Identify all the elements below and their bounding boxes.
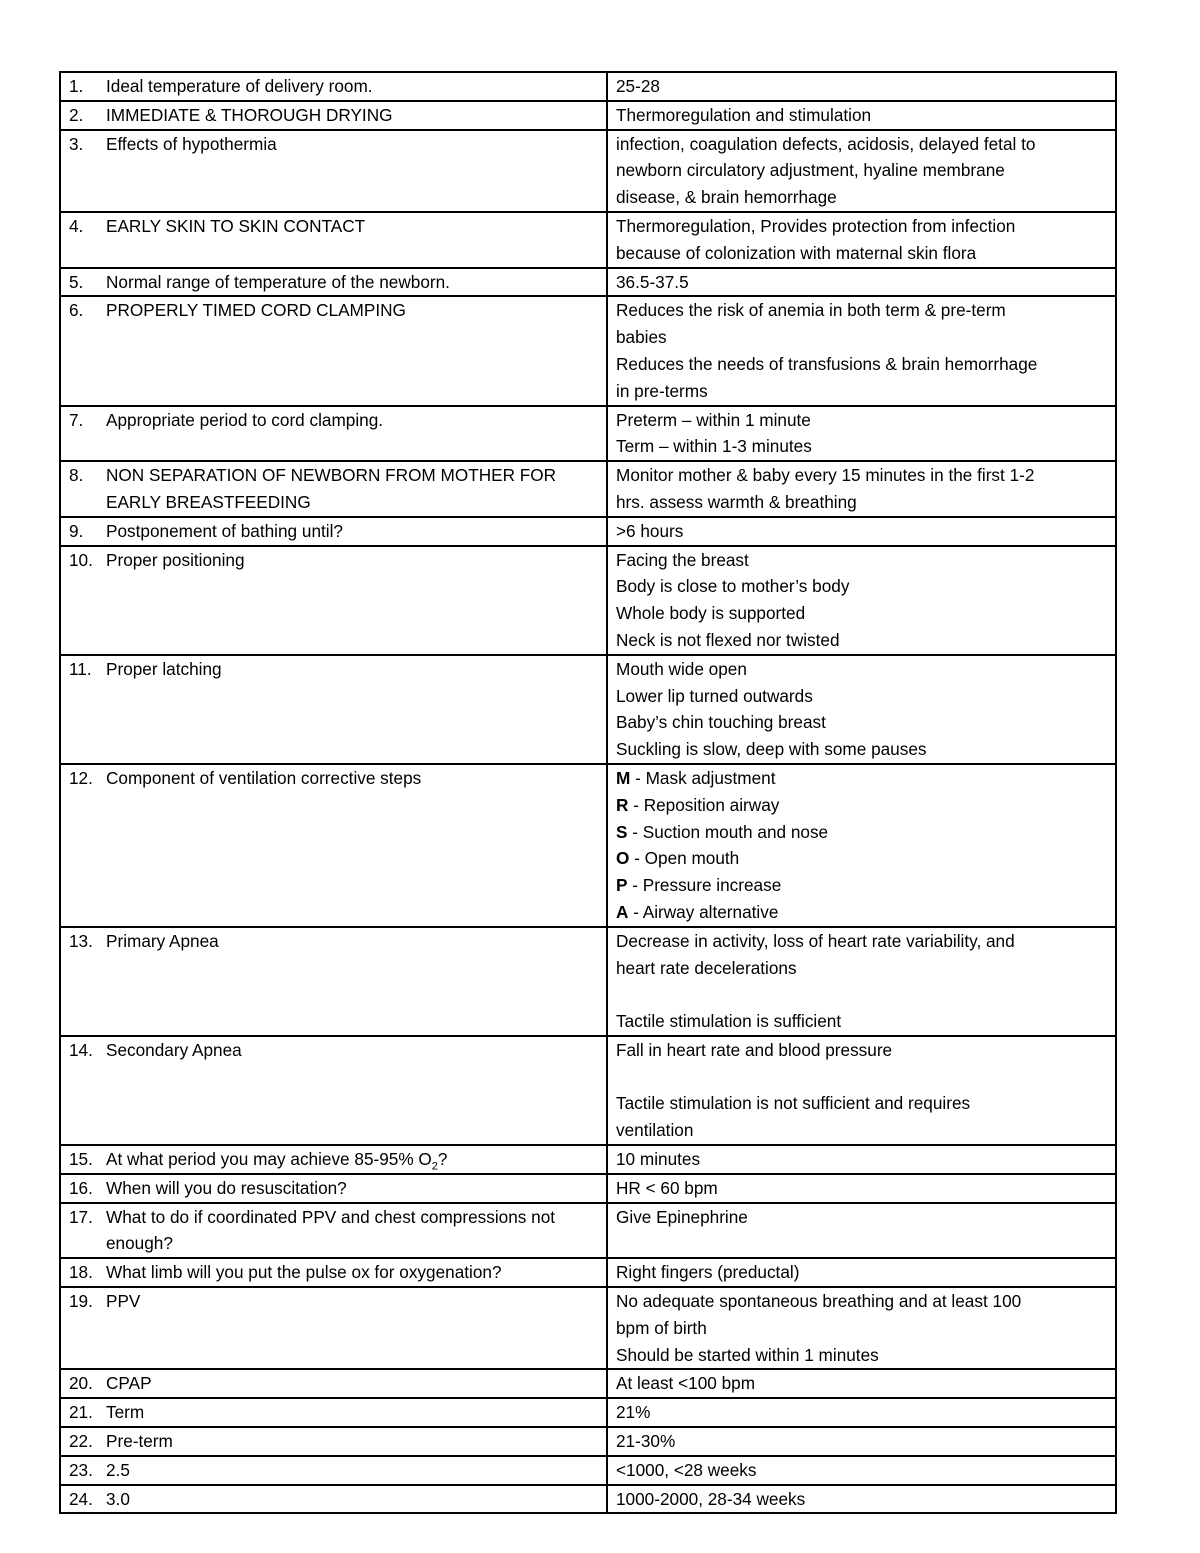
answer-line [616,819,1115,846]
question-main: Proper positioning [106,549,245,570]
qa-table-body [60,72,1116,1513]
question-cell [60,655,607,764]
answer-cell [607,1456,1116,1485]
question-main: At what period you may achieve 85-95% O [106,1149,432,1170]
question-main: Postponement of bathing until? [106,520,343,541]
answer-letter: R [616,794,629,815]
question-text [106,102,606,129]
question-main: 3.0 [106,1488,130,1509]
question-cell [60,546,607,655]
table-row [60,1427,1116,1456]
question-text [106,518,606,545]
table-row [60,1203,1116,1259]
question-text [106,1428,606,1455]
item-number: 9. [69,520,84,541]
question-text [106,73,606,100]
item-number: 3. [69,133,84,154]
qa-table [59,71,1117,1514]
answer-line: Tactile stimulation is not sufficient and requires [616,1093,971,1114]
answer-cell [607,655,1116,764]
answer-line: Term – within 1-3 minutes [616,436,812,457]
answer-cell [607,764,1116,927]
table-row [60,1398,1116,1427]
answer-line-text: - Mask adjustment [630,767,776,788]
answer-line: >6 hours [616,520,684,541]
answer-cell [607,1036,1116,1145]
item-number: 15. [69,1149,93,1170]
answer-letter: S [616,821,628,842]
answer-cell [607,1145,1116,1174]
item-number: 12. [69,767,93,788]
answer-line: Mouth wide open [616,658,747,679]
item-number: 10. [69,549,93,570]
question-text [106,547,606,574]
question-text [106,407,606,434]
table-row [60,296,1116,405]
answer-line-text: - Pressure increase [627,875,782,896]
question-main: Component of ventilation corrective steps [106,767,422,788]
item-number: 11. [69,658,92,679]
question-main: Appropriate period to cord clamping. [106,409,384,430]
question-cell [60,72,607,101]
table-row [60,1456,1116,1485]
question-main: IMMEDIATE & THOROUGH DRYING [106,104,393,125]
item-number: 19. [69,1291,93,1312]
table-row [60,1485,1116,1514]
question-main: 2.5 [106,1459,130,1480]
question-text [106,1175,606,1202]
answer-line: because of colonization with maternal skin flora [616,242,977,263]
answer-letter: O [616,848,630,869]
question-cell [60,1485,607,1514]
answer-cell [607,927,1116,1036]
table-row [60,212,1116,268]
question-cell [60,927,607,1036]
question-text [106,656,606,683]
question-cell [60,1036,607,1145]
item-number: 1. [69,76,84,96]
answer-line: Tactile stimulation is sufficient [616,1011,842,1032]
answer-line: Monitor mother & baby every 15 minutes in the first 1-2 [616,465,1035,486]
question-main: Effects of hypothermia [106,133,277,154]
answer-line: Preterm – within 1 minute [616,409,811,430]
question-cell [60,517,607,546]
question-cell [60,1203,607,1259]
answer-line: babies [616,327,667,348]
answer-line: 21% [616,1402,651,1423]
question-text [106,297,606,324]
answer-cell [607,1398,1116,1427]
answer-cell [607,212,1116,268]
answer-cell [607,1369,1116,1398]
answer-cell [607,1174,1116,1203]
answer-line: in pre-terms [616,380,708,401]
answer-line: 1000-2000, 28-34 weeks [616,1488,806,1509]
answer-cell [607,268,1116,297]
answer-line [616,792,1115,819]
answer-line: Thermoregulation, Provides protection from infection [616,215,1016,236]
question-main: Secondary Apnea [106,1039,242,1060]
answer-line: Suckling is slow, deep with some pauses [616,739,927,760]
answer-line: Neck is not flexed nor twisted [616,629,840,650]
question-text [106,1457,606,1484]
question-main: Ideal temperature of delivery room. [106,76,373,96]
question-main: NON SEPARATION OF NEWBORN FROM MOTHER FOR EARLY BREASTFEEDING [106,465,561,512]
table-row [60,1258,1116,1287]
answer-line: 36.5-37.5 [616,271,689,292]
item-number: 17. [69,1206,93,1227]
question-cell [60,764,607,927]
table-row [60,1369,1116,1398]
question-main: What to do if coordinated PPV and chest compressions not enough? [106,1206,560,1254]
question-cell [60,1427,607,1456]
item-number: 16. [69,1177,93,1198]
question-cell [60,1456,607,1485]
answer-line: Give Epinephrine [616,1206,748,1227]
question-text [106,269,606,296]
answer-line: Thermoregulation and stimulation [616,104,872,125]
question-cell [60,406,607,462]
answer-line: Body is close to mother’s body [616,576,850,597]
question-cell [60,461,607,517]
question-text [106,765,606,792]
answer-line: Fall in heart rate and blood pressure [616,1039,893,1060]
question-main: What limb will you put the pulse ox for oxygenation? [106,1262,502,1283]
answer-line: Facing the breast [616,549,749,570]
item-number: 4. [69,215,84,236]
answer-line: Reduces the risk of anemia in both term & pre-term [616,300,1006,321]
question-main: Proper latching [106,658,222,679]
answer-cell [607,546,1116,655]
table-row [60,517,1116,546]
answer-line [616,845,1115,872]
answer-line-text: - Open mouth [629,848,740,869]
question-main: CPAP [106,1373,152,1394]
answer-line-text: - Suction mouth and nose [627,821,829,842]
answer-line: disease, & brain hemorrhage [616,187,837,208]
answer-cell [607,101,1116,130]
question-text [106,1146,606,1173]
table-row [60,268,1116,297]
table-row [60,1145,1116,1174]
question-cell [60,1287,607,1369]
table-row [60,130,1116,212]
answer-line: Baby’s chin touching breast [616,712,826,733]
answer-cell [607,72,1116,101]
item-number: 20. [69,1373,93,1394]
answer-line: infection, coagulation defects, acidosis, delayed fetal to [616,133,1036,154]
question-main: EARLY SKIN TO SKIN CONTACT [106,215,366,236]
answer-line: HR < 60 bpm [616,1177,718,1198]
item-number: 8. [69,465,84,486]
answer-cell [607,296,1116,405]
answer-cell [607,1287,1116,1369]
question-text [106,1399,606,1426]
table-row [60,546,1116,655]
table-row [60,927,1116,1036]
answer-letter: A [616,901,629,922]
answer-line: newborn circulatory adjustment, hyaline membrane [616,160,1005,181]
question-text [106,462,606,516]
answer-line: ventilation [616,1120,694,1141]
answer-line: Decrease in activity, loss of heart rate variability, and [616,930,1015,951]
question-text [106,1486,606,1513]
answer-line: <1000, <28 weeks [616,1459,757,1480]
question-cell [60,130,607,212]
answer-line [616,1064,1115,1091]
question-cell [60,1398,607,1427]
item-number: 14. [69,1039,93,1060]
answer-cell [607,1258,1116,1287]
answer-cell [607,406,1116,462]
question-text [106,928,606,955]
answer-line: At least <100 bpm [616,1373,756,1394]
question-text [106,131,606,158]
question-text [106,1288,606,1315]
answer-line-text: - Reposition airway [628,794,780,815]
question-main: Term [106,1402,145,1423]
table-row [60,406,1116,462]
answer-line: Reduces the needs of transfusions & brain hemorrhage [616,353,1038,374]
item-number: 5. [69,271,84,292]
item-number: 13. [69,930,93,951]
answer-line: 10 minutes [616,1149,701,1170]
answer-cell [607,517,1116,546]
item-number: 7. [69,409,84,430]
question-text [106,1259,606,1286]
table-row [60,1287,1116,1369]
question-main: Normal range of temperature of the newborn. [106,271,450,292]
table-row [60,764,1116,927]
answer-line: Lower lip turned outwards [616,685,813,706]
question-main: PPV [106,1291,141,1312]
question-main: When will you do resuscitation? [106,1177,347,1198]
question-main: PROPERLY TIMED CORD CLAMPING [106,300,406,321]
answer-cell [607,130,1116,212]
answer-line: 21-30% [616,1431,676,1452]
item-number: 24. [69,1488,93,1509]
item-number: 18. [69,1262,93,1283]
table-row [60,1036,1116,1145]
item-number: 22. [69,1431,93,1452]
question-tail: ? [437,1149,448,1170]
question-text [106,1370,606,1397]
question-text [106,1204,606,1258]
item-number: 2. [69,104,84,125]
item-number: 6. [69,300,84,321]
item-number: 23. [69,1459,93,1480]
answer-line: 25-28 [616,76,660,96]
question-cell [60,1258,607,1287]
answer-cell [607,1203,1116,1259]
question-cell [60,212,607,268]
answer-line [616,981,1115,1008]
question-cell [60,1369,607,1398]
answer-line: bpm of birth [616,1317,707,1338]
table-row [60,72,1116,101]
table-row [60,101,1116,130]
answer-line [616,899,1115,926]
answer-cell [607,461,1116,517]
question-cell [60,296,607,405]
question-main: Primary Apnea [106,930,219,951]
question-text [106,213,606,240]
answer-line [616,765,1115,792]
answer-letter: M [616,767,631,788]
question-text [106,1037,606,1064]
table-row [60,655,1116,764]
answer-line: No adequate spontaneous breathing and at least 100 [616,1291,1022,1312]
answer-line: Right fingers (preductal) [616,1262,800,1283]
answer-line: hrs. assess warmth & breathing [616,491,857,512]
answer-line [616,872,1115,899]
answer-cell [607,1485,1116,1514]
table-row [60,1174,1116,1203]
answer-line: Whole body is supported [616,603,806,624]
question-main: Pre-term [106,1431,173,1452]
item-number: 21. [69,1402,93,1423]
answer-cell [607,1427,1116,1456]
question-cell [60,268,607,297]
answer-line: heart rate decelerations [616,957,797,978]
answer-letter: P [616,875,628,896]
table-row [60,461,1116,517]
question-cell [60,101,607,130]
answer-line: Should be started within 1 minutes [616,1344,879,1365]
answer-line-text: - Airway alternative [628,901,779,922]
question-cell [60,1145,607,1174]
question-subscript: 2 [431,1160,438,1173]
question-cell [60,1174,607,1203]
